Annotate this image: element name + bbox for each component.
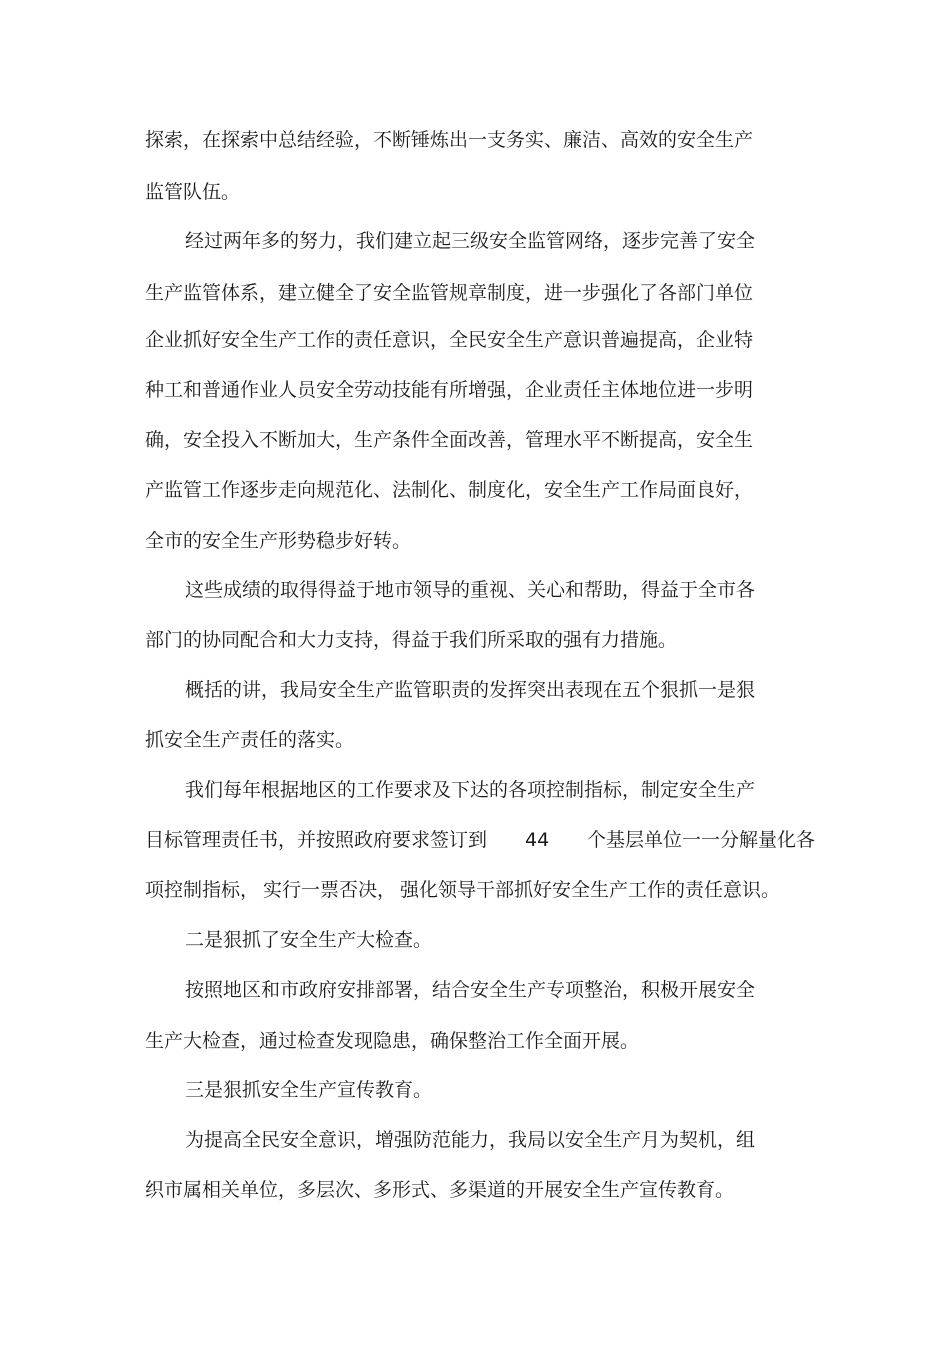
- text-line-14: [0, 775, 950, 805]
- text-segment: 织市属相关单位，多层次、多形式、多渠道的开展安全生产宣传教育。: [145, 1179, 735, 1201]
- text-segment: 探索，在探索中总结经验，不断锤炼出一支务实、廉洁、高效的安全生产: [145, 129, 754, 151]
- text-segment: 生产大检查，通过检查发现隐患，确保整治工作全面开展。: [145, 1030, 640, 1052]
- text-segment: 实行一票否决，: [263, 879, 397, 901]
- text-line-21: [0, 1125, 950, 1155]
- text-segment: 目标管理责任书，并按照政府要求签订到: [145, 829, 488, 851]
- text-line-11: [0, 625, 950, 655]
- text-segment: 项控制指标，: [145, 879, 260, 901]
- text-line-19: [0, 1026, 950, 1056]
- text-segment: 按照地区和市政府安排部署，结合安全生产专项整治，积极开展安全: [185, 979, 756, 1001]
- text-segment: 确，安全投入不断加大，生产条件全面改善，管理水平不断提高，安全生: [145, 429, 754, 451]
- text-line-20: [0, 1075, 950, 1105]
- text-segment: 企业抓好安全生产工作的责任意识，全民安全生产意识普遍提高，企业特: [145, 329, 754, 351]
- text-segment: 二是狠抓了安全生产大检查。: [185, 929, 433, 951]
- text-line-1: [0, 125, 950, 155]
- text-segment: 强化领导干部抓好安全生产工作的责任意识。: [400, 879, 781, 901]
- text-line-10: [0, 575, 950, 605]
- text-line-13: [0, 725, 950, 755]
- number-44: 44: [525, 829, 550, 851]
- text-segment: 我们每年根据地区的工作要求及下达的各项控制指标，制定安全生产: [185, 779, 756, 801]
- text-line-7: [0, 425, 950, 455]
- text-line-18: [0, 975, 950, 1005]
- text-segment: 种工和普通作业人员安全劳动技能有所增强，企业责任主体地位进一步明: [145, 379, 754, 401]
- text-segment: 概括的讲，我局安全生产监管职责的发挥突出表现在五个狠抓一是狠: [185, 679, 756, 701]
- text-segment: 经过两年多的努力，我们建立起三级安全监管网络，逐步完善了安全: [185, 230, 756, 252]
- text-segment: 个基层单位一一分解量化各: [587, 829, 816, 851]
- text-line-9: [0, 526, 950, 556]
- text-line-3: [0, 226, 950, 256]
- text-line-22: [0, 1175, 950, 1205]
- text-line-17: [0, 925, 950, 955]
- text-segment: 产监管工作逐步走向规范化、法制化、制度化，安全生产工作局面良好，: [145, 479, 754, 501]
- text-line-2: [0, 177, 950, 207]
- text-line-12: [0, 675, 950, 705]
- text-segment: 监管队伍。: [145, 181, 241, 203]
- text-line-8: [0, 475, 950, 505]
- text-segment: 生产监管体系，建立健全了安全监管规章制度，进一步强化了各部门单位: [145, 282, 754, 304]
- text-line-16: [0, 875, 950, 905]
- text-line-6: [0, 375, 950, 405]
- text-segment: 抓安全生产责任的落实。: [145, 729, 355, 751]
- text-line-5: [0, 325, 950, 355]
- text-segment: 这些成绩的取得得益于地市领导的重视、关心和帮助，得益于全市各: [185, 579, 756, 601]
- text-line-15: [0, 825, 950, 855]
- text-segment: 全市的安全生产形势稳步好转。: [145, 530, 412, 552]
- text-segment: 为提高全民安全意识，增强防范能力，我局以安全生产月为契机，组: [185, 1129, 756, 1151]
- text-segment: 三是狠抓安全生产宣传教育。: [185, 1079, 433, 1101]
- text-segment: 部门的协同配合和大力支持，得益于我们所采取的强有力措施。: [145, 629, 678, 651]
- text-line-4: [0, 278, 950, 308]
